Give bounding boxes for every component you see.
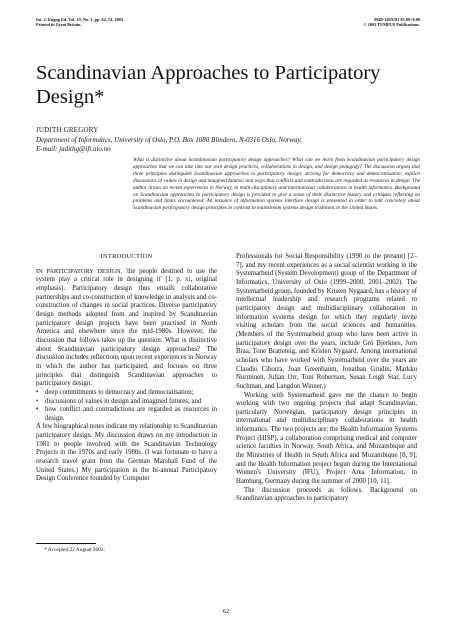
journal-header — [36, 17, 123, 27]
copyright-line-1: 0949-149X/91 $3.00+0.00 — [374, 17, 420, 22]
affiliation — [36, 136, 416, 154]
principles-list — [36, 389, 217, 424]
abstract: What is distinctive about Scandinavian participatory design approaches? What can we learn from Scandinavian participatory design approaches that we can take into our own design practices, collaborations in design, and design pedagogy? The discussion argues that three principles distinguish Scandinavian approaches to participatory design: striving for democracy and democratisation; explicit discussions of values in design and imagined futures; and ways that conflicts and contradictions are regarded as resources in design. The author draws on recent experiences in Norway, in multi-disciplinary and international collaborations in health informatics. Background on Scandinavian approaches to participatory design is provided to give a sense of their distinctive history and critiques reflecting on problems and limits encountered. An instance of information systems interface design is presented in order to talk concretely about Scandinavian participatory design principles in contrast to mainstream systems design traditions in the United States. — [133, 157, 420, 212]
left-column — [36, 253, 217, 484]
lead-words: IN PARTICIPATORY DESIGN, — [36, 267, 123, 275]
intro-paragraph-1 — [36, 268, 217, 389]
intro-paragraph-2: A few biographical notes indicate my relationship to Scandinavian participatory design. My discussion draws on my introduction in 1981 to people involved with the Scandinavian Technology Projects in the 1970s and early 1980s. (I was fortunate to have a research travel grant from the German Marshall Fund of the United States.) My participation in the bi-annual Participatory Design Conference founded by Computer — [36, 423, 217, 483]
paper-title: Scandinavian Approaches to Participatory Design* — [36, 62, 381, 108]
footnote: * Accepted 22 August 2002. — [44, 547, 105, 553]
affiliation-address: Department of Informatics, University of Oslo, P.O. Box 1080 Blindern, N-0316 Oslo, Norway. — [36, 136, 303, 144]
list-item: • discussions of values in design and imagined futures; and — [45, 398, 217, 407]
list-item: • how conflict and contradictions are regarded as resources in design. — [45, 406, 217, 423]
journal-line-2: Printed in Great Britain. — [36, 22, 82, 28]
footnote-divider — [36, 543, 96, 544]
section-heading: INTRODUCTION — [100, 253, 153, 260]
page-number: 62 — [222, 608, 230, 615]
right-column — [236, 253, 417, 504]
right-paragraph-1: Professionals for Social Responsibility (1990 to the present) [2–7], and my recent experiences as a social scientist working in the Systemarbeid (System Development) group of the Department of Informatics, University of Oslo (1999–2000, 2001–2002). The Systemarbeid group, founded by Kristen Nygaard, has a history of intellectual leadership and research programs related to participatory design and multidisciplinary collaboration in information systems design for which they regularly invite visiting scholars from the social sciences and humanities. (Members of the Systemarbeid group who have been active in participatory design over the years, include Grö Bjerknes, Jorn Braa, Tone Bratteteig, and Kristen Nygaard. Among international scholars who have worked with Systemarbeid over the years are Claudio Ciborra, Joan Greenbaum, Jonathan Grudin, Markku Nurminen, Julian Orr, Toni Robertson, Susan Leigh Star, Lucy Suchman, and Langdon Winner.) — [236, 253, 417, 390]
journal-line-1: Int. J. Engng Ed. Vol. 19, No. 1, pp. 62–74, 2003 — [36, 17, 124, 22]
author-email: E-mail: judithg@ifi.uio.no — [36, 145, 111, 153]
author-name: JUDITH GREGORY — [36, 126, 99, 134]
right-paragraph-3: The discussion proceeds as follows. Background on Scandinavian approaches to participatory — [236, 486, 417, 503]
copyright-header — [363, 17, 420, 27]
list-item: • deep commitments to democracy and democratisation; — [45, 389, 217, 398]
intro-paragraph-1-text: 'the people destined to use the system play a critical role in designing it' [1, p. xi, original emphasis]. Participatory design thus entails collaborative partnerships and co-construction of knowledge in analysis and co-construction of changes in social practices. Diverse participatory design methods adopted from and inspired by Scandinavian participatory design projects have been practised in North America and elsewhere since the mid-1980s. However, the discussion that follows takes up the question: What is distinctive about Scandinavian participatory design approaches? The discussion includes reflections upon recent experiences in Norway in which the author has participated, and focuses on three principles that distinguish Scandinavian approaches to participatory design: — [36, 267, 218, 388]
copyright-line-2: © 2003 TEMPUS Publications. — [363, 22, 420, 28]
right-paragraph-2: Working with Systemarbeid gave me the chance to begin working with two ongoing projects that adapt Scandinavian, particularly Norwegian, participatory design principles in international and multidisciplinary collaborations in health informatics. The two projects are: the Health Information Systems Project (HISP), a collaboration comprising medical and computer science faculties in Norway, South Africa, and Mozambique and the Ministries of Health in South Africa and Mozambique [8, 9]; and the Health Information project begun during the International Women's University (IFU), Project Area Information, in Hamburg, Germany during the summer of 2000 [10, 11]. — [236, 391, 417, 486]
